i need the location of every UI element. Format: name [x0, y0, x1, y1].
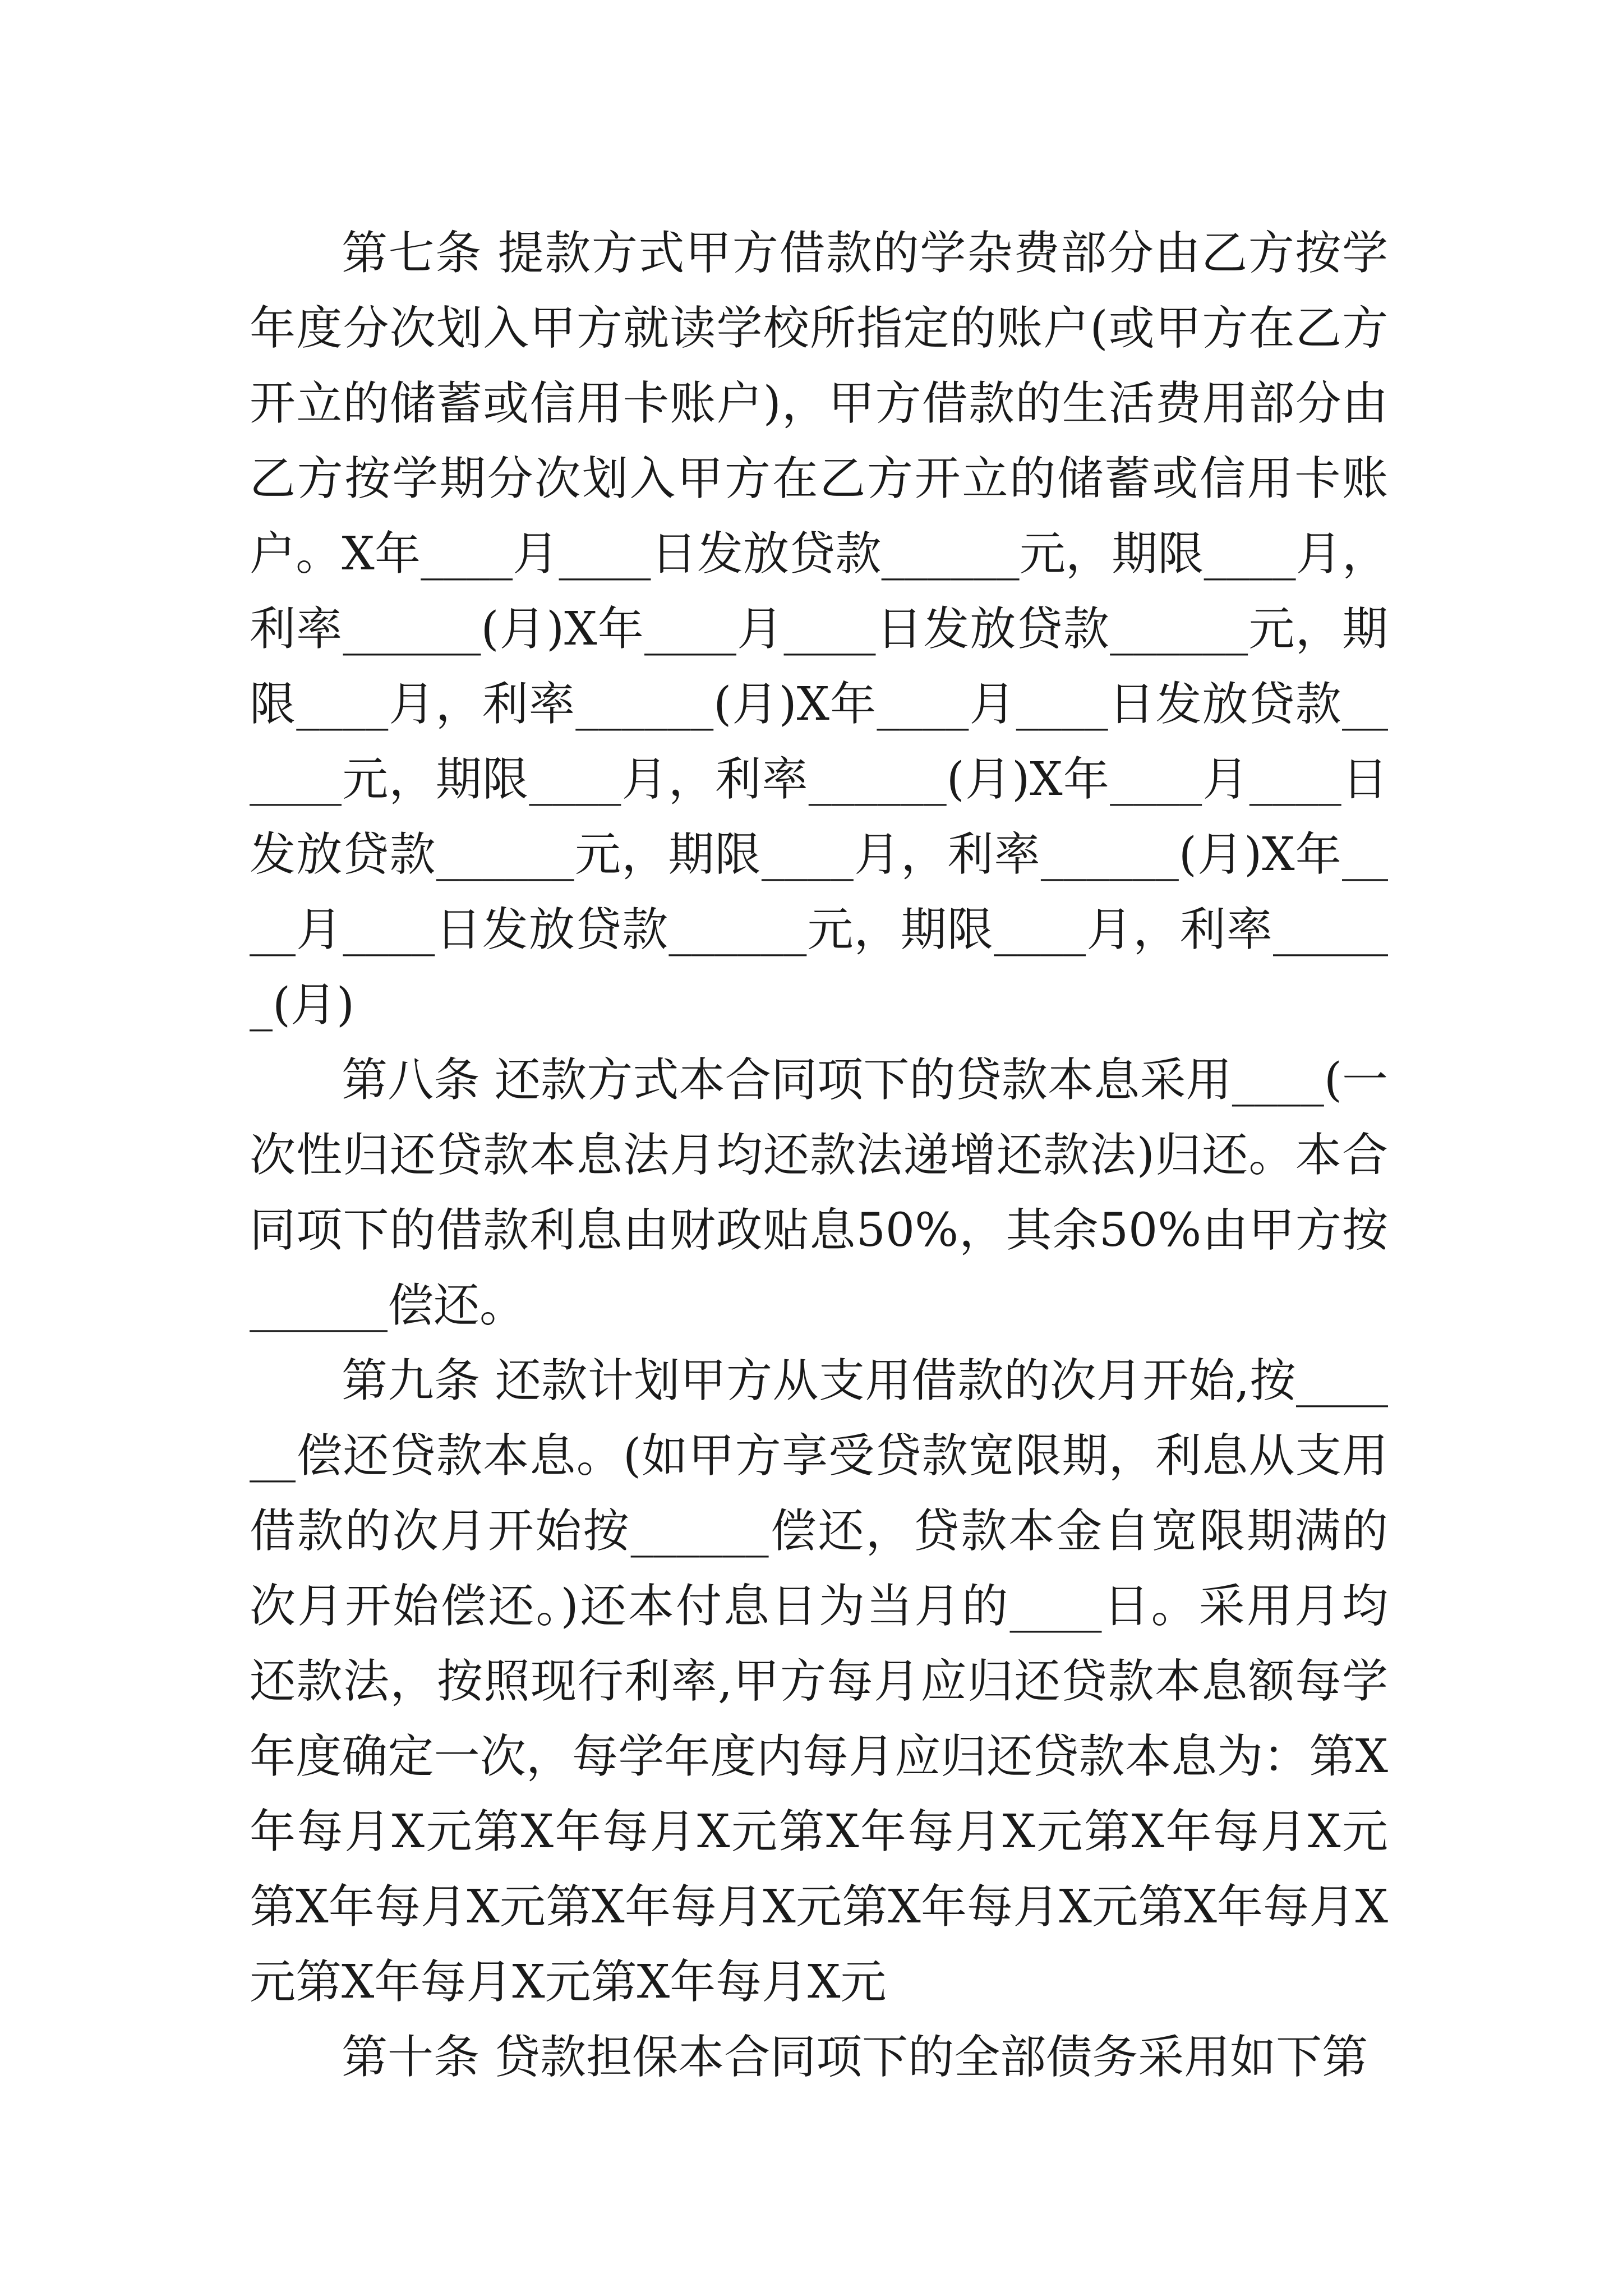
- article-7-paragraph: 第七条 提款方式甲方借款的学杂费部分由乙方按学年度分次划入甲方就读学校所指定的账户(或甲方在乙方开立的储蓄或信用卡账户)，甲方借款的生活费用部分由乙方按学期分次划入甲方在乙方开立的储蓄或信用卡账户。X年____月____日发放贷款______元，期限____月，利率______(月)X年____月____日发放贷款______元，期限____月，利率______(月)X年____月____日发放贷款______元，期限____月，利率______(月)X年____月____日发放贷款______元，期限____月，利率______(月)X年____月____日发放贷款______元，期限____月，利率______(月): [250, 227, 1389, 1032]
- article-9-paragraph: 第九条 还款计划甲方从支用借款的次月开始,按______偿还贷款本息。(如甲方享受贷款宽限期，利息从支用借款的次月开始按______偿还，贷款本金自宽限期满的次月开始偿还。)还本付息日为当月的____日。采用月均还款法，按照现行利率,甲方每月应归还贷款本息额每学年度确定一次，每学年度内每月应归还贷款本息为：第X年每月X元第X年每月X元第X年每月X元第X年每月X元第X年每月X元第X年每月X元第X年每月X元第X年每月X元第X年每月X元第X年每月X元: [250, 1354, 1388, 2009]
- article-8-paragraph: 第八条 还款方式本合同项下的贷款本息采用____(一次性归还贷款本息法月均还款法递增还款法)归还。本合同项下的借款利息由财政贴息50%，其余50%由甲方按______偿还。: [250, 1053, 1388, 1332]
- document-body: [250, 216, 1388, 2095]
- article-10-paragraph: 第十条 贷款担保本合同项下的全部债务采用如下第: [342, 2031, 1368, 2084]
